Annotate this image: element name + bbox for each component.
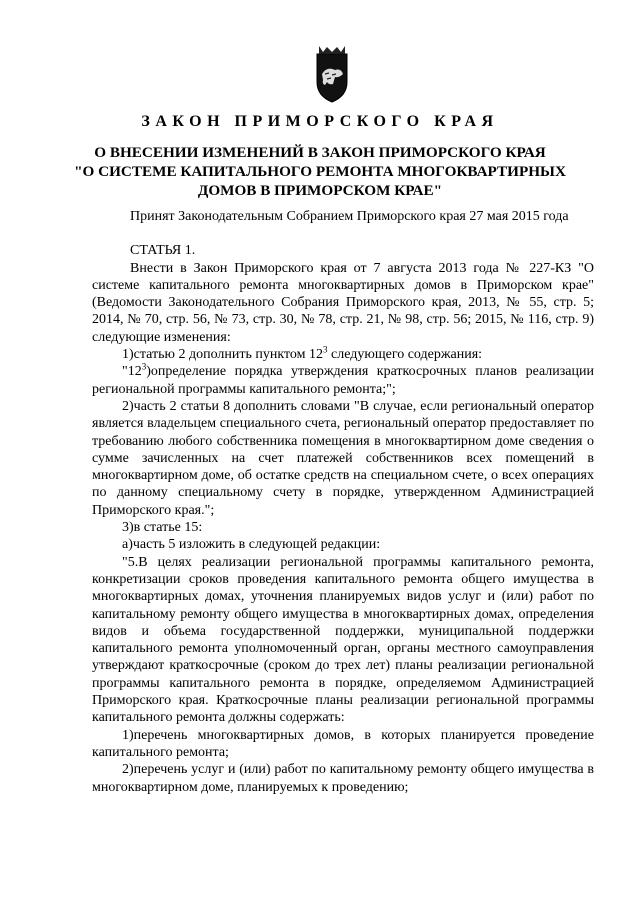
article-label: СТАТЬЯ 1. xyxy=(130,243,196,259)
law-title-line-2: "О СИСТЕМЕ КАПИТАЛЬНОГО РЕМОНТА МНОГОКВАРТИРНЫХ xyxy=(74,163,566,180)
law-title xyxy=(60,143,580,200)
amendment-item-1-quote xyxy=(92,363,594,398)
coat-of-arms-icon xyxy=(305,44,359,104)
amendment-item-2: 2)часть 2 статьи 8 дополнить словами "В случае, если региональный оператор является владельцем специального счета, региональный оператор предоставляет по требованию любого собственника помещения в многоквартирном доме сведения о сумме зачисленных на счет платежей собственников всех помещений в многоквартирном доме, об остатке средств на специальном счете, о всех операциях по данному специальному счету в порядке, утвержденном Администрацией Приморского края."; xyxy=(92,398,594,518)
superscript: 3 xyxy=(323,344,328,355)
law-title-line-1: О ВНЕСЕНИИ ИЗМЕНЕНИЙ В ЗАКОН ПРИМОРСКОГО КРАЯ xyxy=(94,144,546,161)
document-body xyxy=(92,208,594,796)
amendment-item-3a: а)часть 5 изложить в следующей редакции: xyxy=(122,537,381,553)
article-intro: Внести в Закон Приморского края от 7 августа 2013 года № 227-КЗ "О системе капитального ремонта многоквартирных домов в Приморском крае" (Ведомости Законодательного Собрания Приморского края, 2013, № 55, стр. 5; 2014, № 70, стр. 56, № 73, стр. 30, № 78, стр. 21, № 98, стр. 56; 2015, № 116, стр. 9) следующие изменения: xyxy=(92,260,594,345)
amendment-item-1 xyxy=(92,346,594,363)
plan-content-item-1: 1)перечень многоквартирных домов, в которых планируется проведение капитального ремонта; xyxy=(92,727,594,760)
superscript: 3 xyxy=(141,361,147,372)
quote-text: )определение порядка утверждения краткосрочных планов реализации региональной программы капитального ремонта;"; xyxy=(92,364,594,397)
law-title-line-3: ДОМОВ В ПРИМОРСКОМ КРАЕ" xyxy=(197,182,443,199)
plan-content-item-2: 2)перечень услуг и (или) работ по капитальному ремонту общего имущества в многоквартирном доме, планируемых к проведению; xyxy=(92,762,594,795)
amendment-item-1-text-end: следующего содержания: xyxy=(327,347,483,363)
amendment-item-3: 3)в статье 15: xyxy=(122,520,203,536)
adoption-note: Принят Законодательным Собранием Приморского края 27 мая 2015 года xyxy=(130,209,569,224)
amendment-item-3a-quote: "5.В целях реализации региональной программы капитального ремонта, конкретизации сроков проведения капитального ремонта общего имущества в многоквартирных домах, уточнения планируемых видов услуг и (или) работ по капитальному ремонту общего имущества в многоквартирных домах, определения видов и объема государственной поддержки, муниципальной поддержки капитального ремонта уполномоченный орган, органы местного самоуправления утверждают краткосрочные (сроком до трех лет) планы реализации региональной программы капитального ремонта в порядке, определяемом Администрацией Приморского края. Краткосрочные планы реализации региональной программы капитального ремонта должны содержать: xyxy=(92,554,594,726)
law-heading: ЗАКОН ПРИМОРСКОГО КРАЯ xyxy=(141,113,499,130)
quote-start: "12 xyxy=(122,364,142,380)
amendment-item-1-text: 1)статью 2 дополнить пунктом 12 xyxy=(122,347,324,363)
